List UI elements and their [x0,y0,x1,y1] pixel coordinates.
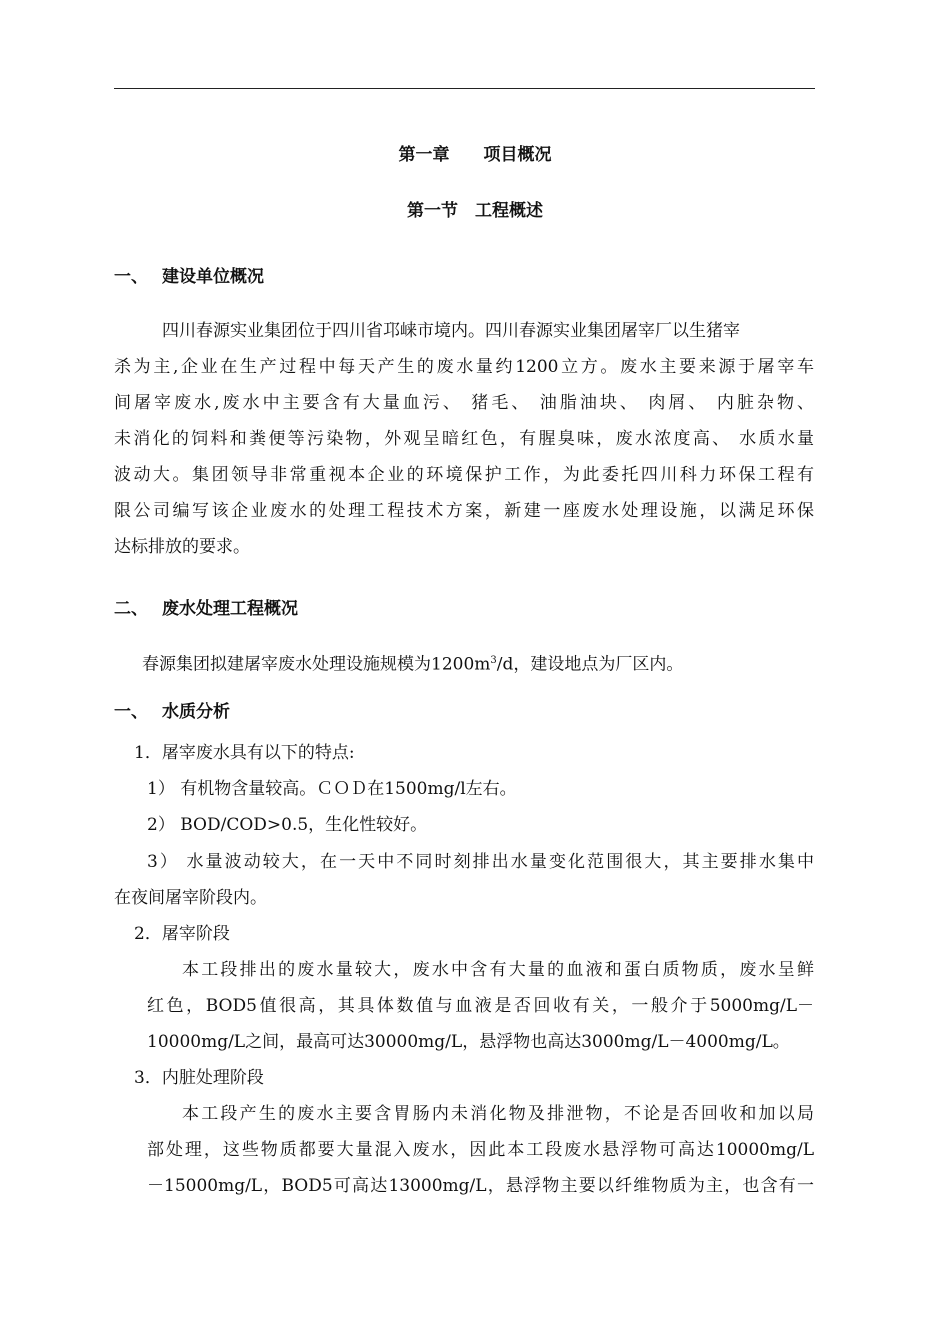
para1-line: 达标排放的要求。 [114,537,250,557]
para2-line: 春源集团拟建屠宰废水处理设施规模为$1200m^3/d$，建设地点为厂区内。 [142,654,684,675]
list-item: 2．屠宰阶段 [134,924,230,944]
para3-line: 红色，BOD5值很高，其具体数值与血液是否回收有关，一般介于5000mg/L－ [147,996,814,1016]
heading-num: 一、 [114,267,148,287]
para4-line: －15000mg/L，BOD5可高达13000mg/L，悬浮物主要以纤维物质为主，也含有一 [147,1176,814,1196]
para1-line: 间屠宰废水,废水中主要含有大量血污、 猪毛、 油脂油块、 肉屑、 内脏杂物、 [114,393,814,413]
list-item: 1．屠宰废水具有以下的特点: [134,743,355,763]
para1-line: 四川春源实业集团位于四川省邛崃市境内。四川春源实业集团屠宰厂以生猪宰 [162,321,740,341]
heading-num: 二、 [114,599,148,619]
heading-num: 一、 [114,702,148,722]
heading-water-quality: 水质分析 [162,702,230,722]
sub-item-cont: 在夜间屠宰阶段内。 [114,888,267,908]
para1-line: 未消化的饲料和粪便等污染物，外观呈暗红色，有腥臭味，废水浓度高、 水质水量 [114,429,814,449]
sub-item: 1） 有机物含量较高。ＣＯＤ在1500mg/l左右。 [147,779,517,799]
section-title: 第一节 工程概述 [407,201,543,221]
sub-item: 3） 水量波动较大，在一天中不同时刻排出水量变化范围很大，其主要排水集中 [147,852,814,872]
list-item: 3．内脏处理阶段 [134,1068,264,1088]
para1-line: 杀为主,企业在生产过程中每天产生的废水量约1200立方。废水主要来源于屠宰车 [114,357,814,377]
chapter-title: 第一章 项目概况 [398,145,552,165]
para1-line: 限公司编写该企业废水的处理工程技术方案，新建一座废水处理设施，以满足环保 [114,501,814,521]
heading-wastewater-project: 废水处理工程概况 [162,599,298,619]
sub-item: 2） BOD/COD>0.5，生化性较好。 [147,815,428,835]
para4-line: 部处理，这些物质都要大量混入废水，因此本工段废水悬浮物可高达10000mg/L [147,1140,814,1160]
heading-construction-unit: 建设单位概况 [162,267,264,287]
para3-line: 10000mg/L之间，最高可达30000mg/L，悬浮物也高达3000mg/L－4000mg/L。 [147,1032,790,1052]
para4-line: 本工段产生的废水主要含胃肠内未消化物及排泄物，不论是否回收和加以局 [182,1104,814,1124]
para3-line: 本工段排出的废水量较大，废水中含有大量的血液和蛋白质物质，废水呈鲜 [182,960,814,980]
para1-line: 波动大。集团领导非常重视本企业的环境保护工作，为此委托四川科力环保工程有 [114,465,814,485]
header-rule [114,88,815,89]
